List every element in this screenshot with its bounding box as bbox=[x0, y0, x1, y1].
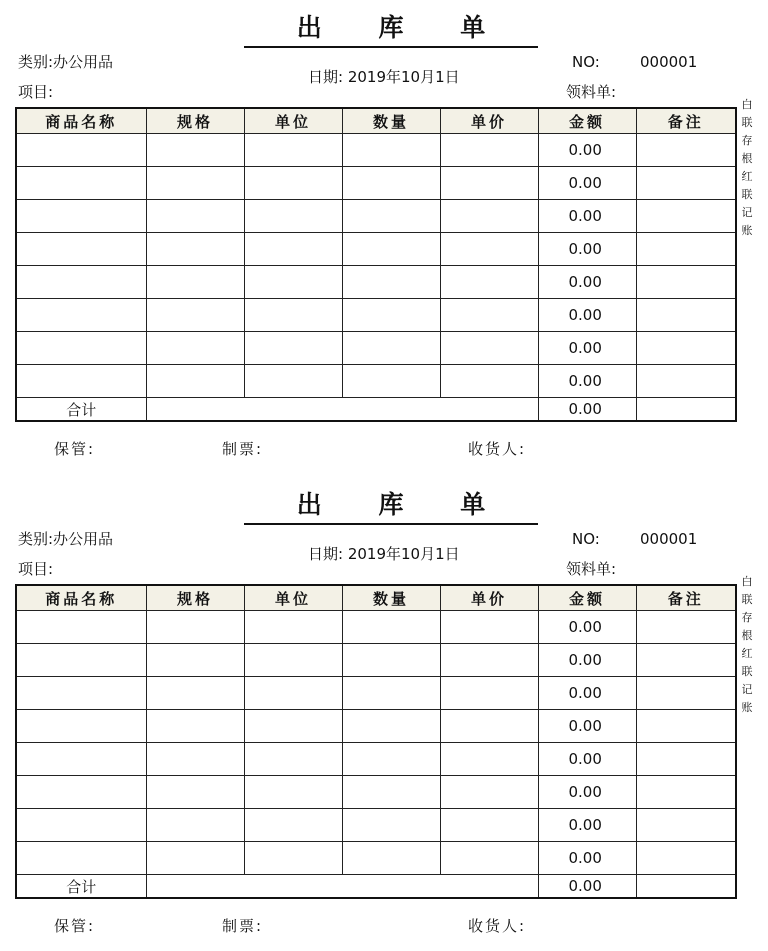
spec-cell[interactable] bbox=[146, 332, 244, 365]
unit-cell[interactable] bbox=[244, 332, 342, 365]
table-row bbox=[16, 167, 736, 200]
total-remarks-cell[interactable] bbox=[636, 875, 736, 899]
product-name-cell[interactable] bbox=[16, 299, 146, 332]
table-row bbox=[16, 710, 736, 743]
table-row bbox=[16, 842, 736, 875]
form-title: 出 库 单 bbox=[244, 487, 538, 525]
amount-cell: 0.00 bbox=[538, 611, 636, 644]
amount-cell: 0.00 bbox=[538, 167, 636, 200]
requisition-label: 领料单: bbox=[566, 560, 617, 578]
total-amount: 0.00 bbox=[538, 875, 636, 899]
amount-cell: 0.00 bbox=[538, 299, 636, 332]
form-title: 出 库 单 bbox=[244, 10, 538, 48]
spec-cell[interactable] bbox=[146, 266, 244, 299]
spec-cell[interactable] bbox=[146, 776, 244, 809]
items-table bbox=[15, 107, 737, 422]
unit-cell[interactable] bbox=[244, 266, 342, 299]
quantity-cell[interactable] bbox=[342, 842, 440, 875]
remarks-cell[interactable] bbox=[636, 710, 736, 743]
unit-price-cell[interactable] bbox=[440, 200, 538, 233]
unit-cell[interactable] bbox=[244, 233, 342, 266]
unit-cell[interactable] bbox=[244, 134, 342, 167]
quantity-cell[interactable] bbox=[342, 233, 440, 266]
col-header-unit-price: 单价 bbox=[440, 585, 538, 611]
unit-price-cell[interactable] bbox=[440, 134, 538, 167]
spec-cell[interactable] bbox=[146, 233, 244, 266]
table-header-row bbox=[16, 108, 736, 134]
amount-cell: 0.00 bbox=[538, 200, 636, 233]
table-row bbox=[16, 776, 736, 809]
remarks-cell[interactable] bbox=[636, 611, 736, 644]
remarks-cell[interactable] bbox=[636, 644, 736, 677]
date-label: 日期: 2019年10月1日 bbox=[308, 545, 460, 563]
product-name-cell[interactable] bbox=[16, 167, 146, 200]
remarks-cell[interactable] bbox=[636, 134, 736, 167]
unit-price-cell[interactable] bbox=[440, 365, 538, 398]
product-name-cell[interactable] bbox=[16, 842, 146, 875]
spec-cell[interactable] bbox=[146, 299, 244, 332]
product-name-cell[interactable] bbox=[16, 644, 146, 677]
unit-price-cell[interactable] bbox=[440, 266, 538, 299]
col-header-spec: 规格 bbox=[146, 585, 244, 611]
product-name-cell[interactable] bbox=[16, 200, 146, 233]
remarks-cell[interactable] bbox=[636, 233, 736, 266]
total-amount: 0.00 bbox=[538, 398, 636, 422]
quantity-cell[interactable] bbox=[342, 710, 440, 743]
amount-cell: 0.00 bbox=[538, 743, 636, 776]
product-name-cell[interactable] bbox=[16, 611, 146, 644]
total-label: 合计 bbox=[16, 398, 146, 422]
unit-cell[interactable] bbox=[244, 299, 342, 332]
remarks-cell[interactable] bbox=[636, 809, 736, 842]
keeper-signature-label: 保管: bbox=[54, 917, 96, 935]
unit-price-cell[interactable] bbox=[440, 644, 538, 677]
unit-cell[interactable] bbox=[244, 743, 342, 776]
col-header-product-name: 商品名称 bbox=[16, 585, 146, 611]
quantity-cell[interactable] bbox=[342, 644, 440, 677]
total-row bbox=[16, 875, 736, 899]
remarks-cell[interactable] bbox=[636, 776, 736, 809]
quantity-cell[interactable] bbox=[342, 677, 440, 710]
product-name-cell[interactable] bbox=[16, 365, 146, 398]
quantity-cell[interactable] bbox=[342, 611, 440, 644]
spec-cell[interactable] bbox=[146, 677, 244, 710]
remarks-cell[interactable] bbox=[636, 743, 736, 776]
date-label: 日期: 2019年10月1日 bbox=[308, 68, 460, 86]
table-row bbox=[16, 611, 736, 644]
table-row bbox=[16, 266, 736, 299]
table-row bbox=[16, 365, 736, 398]
quantity-cell[interactable] bbox=[342, 743, 440, 776]
spec-cell[interactable] bbox=[146, 743, 244, 776]
unit-cell[interactable] bbox=[244, 167, 342, 200]
no-label: NO: bbox=[572, 530, 600, 548]
remarks-cell[interactable] bbox=[636, 266, 736, 299]
requisition-label: 领料单: bbox=[566, 83, 617, 101]
unit-cell[interactable] bbox=[244, 842, 342, 875]
total-remarks-cell[interactable] bbox=[636, 398, 736, 422]
table-row bbox=[16, 644, 736, 677]
remarks-cell[interactable] bbox=[636, 842, 736, 875]
receiver-signature-label: 收货人: bbox=[468, 917, 527, 935]
amount-cell: 0.00 bbox=[538, 809, 636, 842]
quantity-cell[interactable] bbox=[342, 809, 440, 842]
table-row bbox=[16, 332, 736, 365]
product-name-cell[interactable] bbox=[16, 710, 146, 743]
product-name-cell[interactable] bbox=[16, 677, 146, 710]
amount-cell: 0.00 bbox=[538, 710, 636, 743]
col-header-unit-price: 单价 bbox=[440, 108, 538, 134]
category-label: 类别:办公用品 bbox=[18, 53, 114, 71]
col-header-quantity: 数量 bbox=[342, 585, 440, 611]
col-header-quantity: 数量 bbox=[342, 108, 440, 134]
quantity-cell[interactable] bbox=[342, 266, 440, 299]
spec-cell[interactable] bbox=[146, 365, 244, 398]
col-header-unit: 单位 bbox=[244, 108, 342, 134]
project-label: 项目: bbox=[18, 83, 54, 101]
table-row bbox=[16, 677, 736, 710]
unit-cell[interactable] bbox=[244, 365, 342, 398]
spec-cell[interactable] bbox=[146, 842, 244, 875]
remarks-cell[interactable] bbox=[636, 200, 736, 233]
spec-cell[interactable] bbox=[146, 710, 244, 743]
amount-cell: 0.00 bbox=[538, 677, 636, 710]
col-header-remarks: 备注 bbox=[636, 585, 736, 611]
unit-price-cell[interactable] bbox=[440, 332, 538, 365]
unit-price-cell[interactable] bbox=[440, 677, 538, 710]
copy-distribution-note: 白联存根红联记账 bbox=[741, 98, 753, 237]
quantity-cell[interactable] bbox=[342, 200, 440, 233]
table-row bbox=[16, 299, 736, 332]
ticket-signature-label: 制票: bbox=[222, 440, 264, 458]
unit-price-cell[interactable] bbox=[440, 233, 538, 266]
ticket-signature-label: 制票: bbox=[222, 917, 264, 935]
outbound-form bbox=[0, 477, 768, 951]
table-row bbox=[16, 200, 736, 233]
unit-cell[interactable] bbox=[244, 611, 342, 644]
no-value: 000001 bbox=[640, 530, 698, 548]
outbound-form bbox=[0, 0, 768, 474]
unit-price-cell[interactable] bbox=[440, 710, 538, 743]
amount-cell: 0.00 bbox=[538, 644, 636, 677]
spec-cell[interactable] bbox=[146, 200, 244, 233]
product-name-cell[interactable] bbox=[16, 233, 146, 266]
project-label: 项目: bbox=[18, 560, 54, 578]
table-row bbox=[16, 809, 736, 842]
remarks-cell[interactable] bbox=[636, 332, 736, 365]
table-row bbox=[16, 233, 736, 266]
unit-price-cell[interactable] bbox=[440, 842, 538, 875]
receiver-signature-label: 收货人: bbox=[468, 440, 527, 458]
remarks-cell[interactable] bbox=[636, 299, 736, 332]
no-label: NO: bbox=[572, 53, 600, 71]
spec-cell[interactable] bbox=[146, 644, 244, 677]
quantity-cell[interactable] bbox=[342, 167, 440, 200]
remarks-cell[interactable] bbox=[636, 677, 736, 710]
amount-cell: 0.00 bbox=[538, 233, 636, 266]
copy-distribution-note: 白联存根红联记账 bbox=[741, 575, 753, 714]
unit-cell[interactable] bbox=[244, 776, 342, 809]
total-blank-cell[interactable] bbox=[146, 875, 538, 899]
quantity-cell[interactable] bbox=[342, 299, 440, 332]
product-name-cell[interactable] bbox=[16, 332, 146, 365]
col-header-amount: 金额 bbox=[538, 585, 636, 611]
remarks-cell[interactable] bbox=[636, 167, 736, 200]
table-row bbox=[16, 134, 736, 167]
quantity-cell[interactable] bbox=[342, 365, 440, 398]
col-header-amount: 金额 bbox=[538, 108, 636, 134]
unit-cell[interactable] bbox=[244, 809, 342, 842]
no-value: 000001 bbox=[640, 53, 698, 71]
col-header-spec: 规格 bbox=[146, 108, 244, 134]
total-row bbox=[16, 398, 736, 422]
spec-cell[interactable] bbox=[146, 167, 244, 200]
spec-cell[interactable] bbox=[146, 809, 244, 842]
unit-price-cell[interactable] bbox=[440, 167, 538, 200]
unit-cell[interactable] bbox=[244, 710, 342, 743]
product-name-cell[interactable] bbox=[16, 809, 146, 842]
items-table bbox=[15, 584, 737, 899]
table-header-row bbox=[16, 585, 736, 611]
amount-cell: 0.00 bbox=[538, 266, 636, 299]
unit-price-cell[interactable] bbox=[440, 809, 538, 842]
remarks-cell[interactable] bbox=[636, 365, 736, 398]
spec-cell[interactable] bbox=[146, 611, 244, 644]
col-header-unit: 单位 bbox=[244, 585, 342, 611]
quantity-cell[interactable] bbox=[342, 776, 440, 809]
product-name-cell[interactable] bbox=[16, 134, 146, 167]
total-blank-cell[interactable] bbox=[146, 398, 538, 422]
product-name-cell[interactable] bbox=[16, 743, 146, 776]
spec-cell[interactable] bbox=[146, 134, 244, 167]
amount-cell: 0.00 bbox=[538, 332, 636, 365]
col-header-remarks: 备注 bbox=[636, 108, 736, 134]
category-label: 类别:办公用品 bbox=[18, 530, 114, 548]
total-label: 合计 bbox=[16, 875, 146, 899]
unit-cell[interactable] bbox=[244, 200, 342, 233]
amount-cell: 0.00 bbox=[538, 842, 636, 875]
amount-cell: 0.00 bbox=[538, 134, 636, 167]
amount-cell: 0.00 bbox=[538, 776, 636, 809]
product-name-cell[interactable] bbox=[16, 266, 146, 299]
unit-price-cell[interactable] bbox=[440, 611, 538, 644]
unit-cell[interactable] bbox=[244, 644, 342, 677]
unit-price-cell[interactable] bbox=[440, 299, 538, 332]
unit-cell[interactable] bbox=[244, 677, 342, 710]
col-header-product-name: 商品名称 bbox=[16, 108, 146, 134]
table-row bbox=[16, 743, 736, 776]
unit-price-cell[interactable] bbox=[440, 776, 538, 809]
unit-price-cell[interactable] bbox=[440, 743, 538, 776]
keeper-signature-label: 保管: bbox=[54, 440, 96, 458]
quantity-cell[interactable] bbox=[342, 332, 440, 365]
product-name-cell[interactable] bbox=[16, 776, 146, 809]
quantity-cell[interactable] bbox=[342, 134, 440, 167]
amount-cell: 0.00 bbox=[538, 365, 636, 398]
